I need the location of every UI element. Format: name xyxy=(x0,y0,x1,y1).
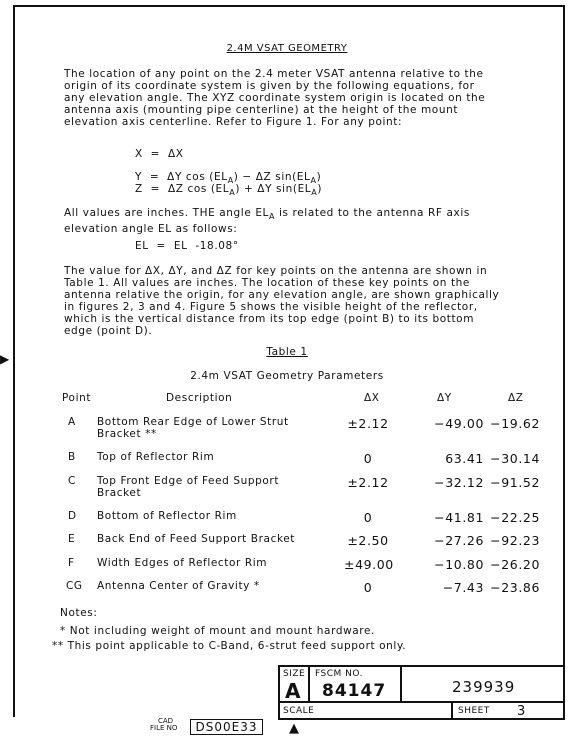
cell-dz: −22.25 xyxy=(490,510,540,525)
cell-dy: 63.41 xyxy=(445,451,484,466)
cell-dx: ±49.00 xyxy=(344,557,394,572)
cell-description: Bottom Rear Edge of Lower Strut Bracket ** xyxy=(97,416,289,440)
equation-x: X = ΔX xyxy=(135,148,184,160)
cell-dx: ±2.12 xyxy=(347,416,389,431)
cell-dy: −32.12 xyxy=(434,475,484,490)
cell-dy: −7.43 xyxy=(442,580,484,595)
fscm-cell xyxy=(308,665,402,703)
fscm-value: 84147 xyxy=(322,681,387,701)
sheet-value: 3 xyxy=(517,704,526,719)
cell-dy: −41.81 xyxy=(434,510,484,525)
table-label: Table 1 xyxy=(266,346,308,358)
cell-dz: −92.23 xyxy=(490,533,540,548)
drawing-number-cell xyxy=(400,665,565,703)
cell-dx: ±2.50 xyxy=(347,533,389,548)
table-caption: 2.4m VSAT Geometry Parameters xyxy=(190,370,384,382)
sheet-label: SHEET xyxy=(458,706,490,716)
cell-point: F xyxy=(68,557,75,569)
angle-note: All values are inches. THE angle $EL_A$ is related to the antenna RF axis elevation angle EL as follows: xyxy=(64,207,470,236)
header-point: Point xyxy=(62,392,92,404)
cell-dy: −49.00 xyxy=(434,416,484,431)
cad-label: CAD xyxy=(158,717,174,725)
cell-dx: 0 xyxy=(363,451,373,466)
file-number: DS00E33 xyxy=(190,719,263,735)
scale-label: SCALE xyxy=(283,706,315,716)
cell-dz: −91.52 xyxy=(490,475,540,490)
cell-dy: −10.80 xyxy=(434,557,484,572)
cell-dx: 0 xyxy=(363,580,373,595)
equation-y: Y = ΔY $\cos (EL_A) - \Delta Z$ $\sin(EL_A)$ xyxy=(135,171,322,186)
sheet-cell xyxy=(451,701,565,720)
center-mark-arrow-icon: ▶ xyxy=(0,352,10,366)
cell-point: A xyxy=(68,416,76,428)
header-dx: ΔX xyxy=(364,392,380,404)
header-dy: ΔY xyxy=(437,392,452,404)
notes-heading: Notes: xyxy=(60,607,98,619)
cell-dx: 0 xyxy=(363,510,373,525)
cell-description: Width Edges of Reflector Rim xyxy=(97,557,268,569)
note-1: * Not including weight of mount and mount hardware. xyxy=(60,625,375,637)
cell-point: B xyxy=(68,451,76,463)
scale-cell xyxy=(278,701,453,720)
equation-z: Z = ΔZ $\cos (EL_A) + \Delta Y$ $\sin(EL_A)$ xyxy=(135,183,323,198)
cell-description: Bottom of Reflector Rim xyxy=(97,510,237,522)
cell-dx: ±2.12 xyxy=(347,475,389,490)
file-no-label: FILE NO xyxy=(150,724,178,732)
cell-point: C xyxy=(68,475,76,487)
header-description: Description xyxy=(166,392,233,404)
cell-description: Back End of Feed Support Bracket xyxy=(97,533,296,545)
page-title: 2.4M VSAT GEOMETRY xyxy=(226,43,348,54)
intro-paragraph: The location of any point on the 2.4 meter VSAT antenna relative to the origin of its coordinate system is given by the following equations, for any elevation angle. The XYZ coordinate system origin is located on the antenna axis (mounting pipe centerline) at the height of the mount elevation axis centerline. Refer to Figure 1. For any point: xyxy=(64,68,486,128)
cell-dz: −19.62 xyxy=(490,416,540,431)
header-dz: ΔZ xyxy=(508,392,524,404)
size-label: SIZE xyxy=(283,669,306,679)
cell-dz: −23.86 xyxy=(490,580,540,595)
cell-point: E xyxy=(68,533,76,545)
el-equation: EL = EL -18.08° xyxy=(135,240,239,252)
fscm-label: FSCM NO. xyxy=(315,669,363,679)
size-cell xyxy=(278,665,310,703)
cell-point: CG xyxy=(66,580,83,592)
cell-dz: −26.20 xyxy=(490,557,540,572)
cell-dy: −27.26 xyxy=(434,533,484,548)
cell-point: D xyxy=(68,510,77,522)
title-block xyxy=(278,665,565,720)
cell-description: Antenna Center of Gravity * xyxy=(97,580,260,592)
note-2: ** This point applicable to C-Band, 6-strut feed support only. xyxy=(52,640,407,652)
cell-dz: −30.14 xyxy=(490,451,540,466)
drawing-number: 239939 xyxy=(452,678,516,696)
cell-description: Top of Reflector Rim xyxy=(97,451,215,463)
size-value: A xyxy=(285,679,301,703)
cell-description: Top Front Edge of Feed Support Bracket xyxy=(97,475,280,499)
center-mark-up-arrow-icon: ▲ xyxy=(289,721,299,736)
values-paragraph: The value for ΔX, ΔY, and ΔZ for key points on the antenna are shown in Table 1. All values are inches. The location of these key points on the antenna relative the origin, for any elevation angle, are shown graphically in figures 2, 3 and 4. Figure 5 shows the visible height of the reflector, which is the vertical distance from its top edge (point B) to its bottom edge (point D). xyxy=(64,265,500,337)
